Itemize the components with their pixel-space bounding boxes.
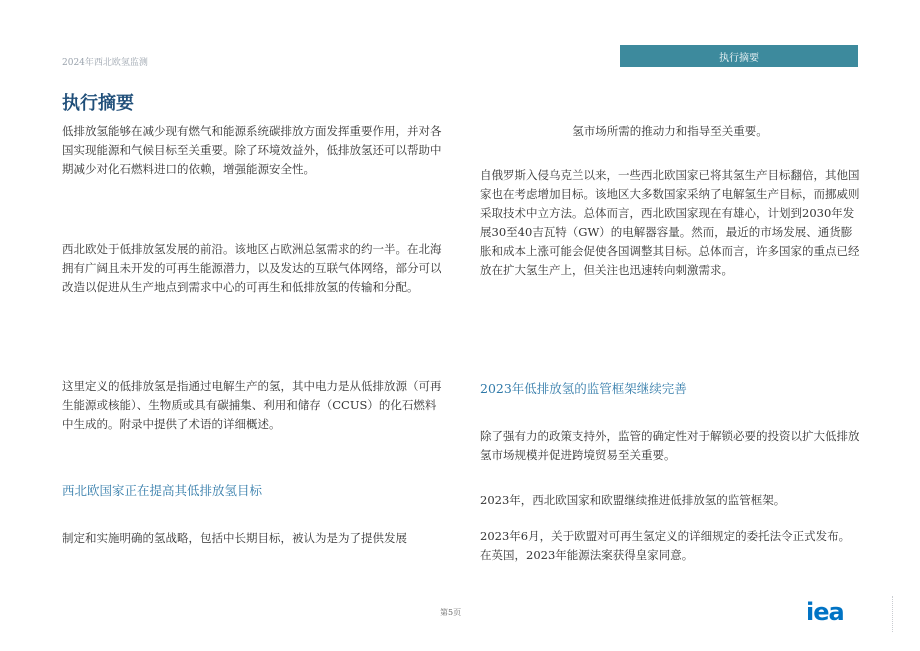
subheading-targets: 西北欧国家正在提高其低排放氢目标: [62, 483, 263, 498]
page-title: 执行摘要: [62, 93, 134, 114]
page-number: 第5页: [440, 608, 462, 617]
iea-logo: iea: [806, 598, 844, 626]
paragraph-continuation: 氢市场所需的推动力和指导至关重要。: [572, 124, 768, 138]
paragraph-targets-doubled: 自俄罗斯入侵乌克兰以来，一些西北欧国家已将其氢生产目标翻倍，其他国家也在考虑增加目标。该地区大多数国家采纳了电解氢生产目标，而挪威则采取技术中立方法。总体而言，西北欧国家现在有雄心，计划到2030年发展30至40吉瓦特（GW）的电解器容量。然而，最近的市场发展、通货膨胀和成本上涨可能会促使各国调整其目标。总体而言，许多国家的重点已经放在扩大氢生产上，但关注也迅速转向刺激需求。: [480, 168, 860, 277]
paragraph-2023-progress: 2023年，西北欧国家和欧盟继续推进低排放氢的监管框架。: [480, 493, 786, 507]
paragraph-regulatory-certainty: 除了强有力的政策支持外，监管的确定性对于解锁必要的投资以扩大低排放氢市场规模并促进跨境贸易至关重要。: [480, 429, 860, 462]
subheading-regulation: 2023年低排放氢的监管框架继续完善: [480, 381, 687, 396]
side-decoration: [892, 596, 903, 632]
paragraph-june-2023: 2023年6月，关于欧盟对可再生氢定义的详细规定的委托法令正式发布。在英国，2023年能源法案获得皇家同意。: [480, 529, 851, 562]
section-tab: 执行摘要: [620, 45, 858, 67]
paragraph-frontier: 西北欧处于低排放氢发展的前沿。该地区占欧洲总氢需求的约一半。在北海拥有广阔且未开发的可再生能源潜力，以及发达的互联气体网络，部分可以改造以促进从生产地点到需求中心的可再生和低排放氢的传输和分配。: [62, 242, 442, 294]
report-title: 2024年西北欧氢监测: [62, 58, 148, 68]
paragraph-definition: 这里定义的低排放氢是指通过电解生产的氢，其中电力是从低排放源（可再生能源或核能）、生物质或具有碳捕集、利用和储存（CCUS）的化石燃料中生成的。附录中提供了术语的详细概述。: [62, 379, 442, 431]
paragraph-intro: 低排放氢能够在减少现有燃气和能源系统碳排放方面发挥重要作用，并对各国实现能源和气候目标至关重要。除了环境效益外，低排放氢还可以帮助中期减少对化石燃料进口的依赖，增强能源安全性。: [62, 124, 442, 176]
paragraph-strategy: 制定和实施明确的氢战略，包括中长期目标，被认为是为了提供发展: [62, 531, 407, 545]
